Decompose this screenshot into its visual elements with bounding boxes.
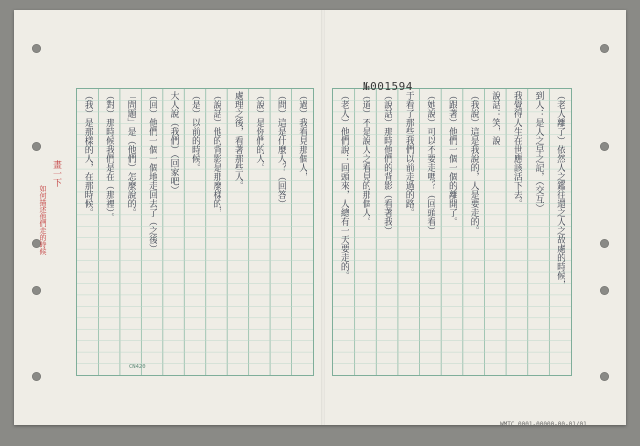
handwritten-column: （說話）那時他們的背影（看著我）	[382, 91, 393, 235]
right-page-grid	[332, 88, 572, 376]
punch-hole	[600, 44, 609, 53]
manuscript-sheet	[14, 10, 626, 428]
punch-hole	[600, 142, 609, 151]
center-fold	[321, 10, 325, 425]
punch-hole	[32, 44, 41, 53]
handwritten-column: （道）不是說人之看見的那個人。	[360, 91, 371, 226]
handwritten-column: （跟著）他們一個一個的離開了。	[447, 91, 457, 226]
handwritten-column: 大人說（我們）（回家吧）	[168, 91, 179, 195]
red-annotation: 畫一下	[51, 160, 61, 187]
handwritten-column: 我覺得人生在世應該活下去。	[511, 91, 522, 208]
handwritten-column: 「問題」是（他們）怎麼說的。	[125, 91, 136, 217]
handwritten-column: （說）是你們的人。	[254, 91, 265, 172]
handwritten-column: （說話）他的背影是那麼樣的，	[211, 91, 222, 217]
handwritten-column: （我）是那樣的人，在那時候。	[82, 91, 93, 217]
handwritten-column: 說話：笑，說	[490, 91, 501, 145]
archive-label: WMTC 0001-00000-00-01/01	[500, 421, 587, 428]
handwritten-column: （過）我看見那個人，	[297, 91, 308, 181]
handwritten-column: （回）他們一個一個地走回去了（之後）	[147, 91, 158, 253]
punch-hole	[600, 286, 609, 295]
handwritten-column: 到人：是人之早之記，（交互）	[533, 91, 544, 213]
punch-hole	[600, 372, 609, 381]
handwritten-column: 處理之後，看著那些人。	[232, 91, 243, 190]
handwritten-column: （老人離了）依然人之鑑往還之人之故處的時候，	[555, 91, 566, 289]
handwritten-column: （老人）他們說：回頭來，人總有一天要走的。	[338, 91, 349, 280]
handwritten-column: （是）以前的時候。	[190, 91, 200, 172]
serial-number: №001594	[363, 80, 413, 93]
red-annotation: 如何描述他們走的時候	[39, 185, 47, 255]
punch-hole	[600, 239, 609, 248]
handwritten-column: 于看了那些我們以前走過的路。	[403, 91, 414, 217]
handwritten-column: （問）這是什麼人？（回答）	[275, 91, 286, 208]
handwritten-column: （她說）可以不要走嗎？（回頭看）	[425, 91, 436, 235]
punch-hole	[32, 372, 41, 381]
handwritten-column: （對）那時候我們是在（那裡）。	[104, 91, 115, 222]
punch-hole	[32, 286, 41, 295]
manuscript-code: CN420	[129, 364, 146, 370]
punch-hole	[32, 142, 41, 151]
left-page-grid	[76, 88, 314, 376]
handwritten-column: （我說）這是我說的，人是要走的。	[468, 91, 479, 235]
